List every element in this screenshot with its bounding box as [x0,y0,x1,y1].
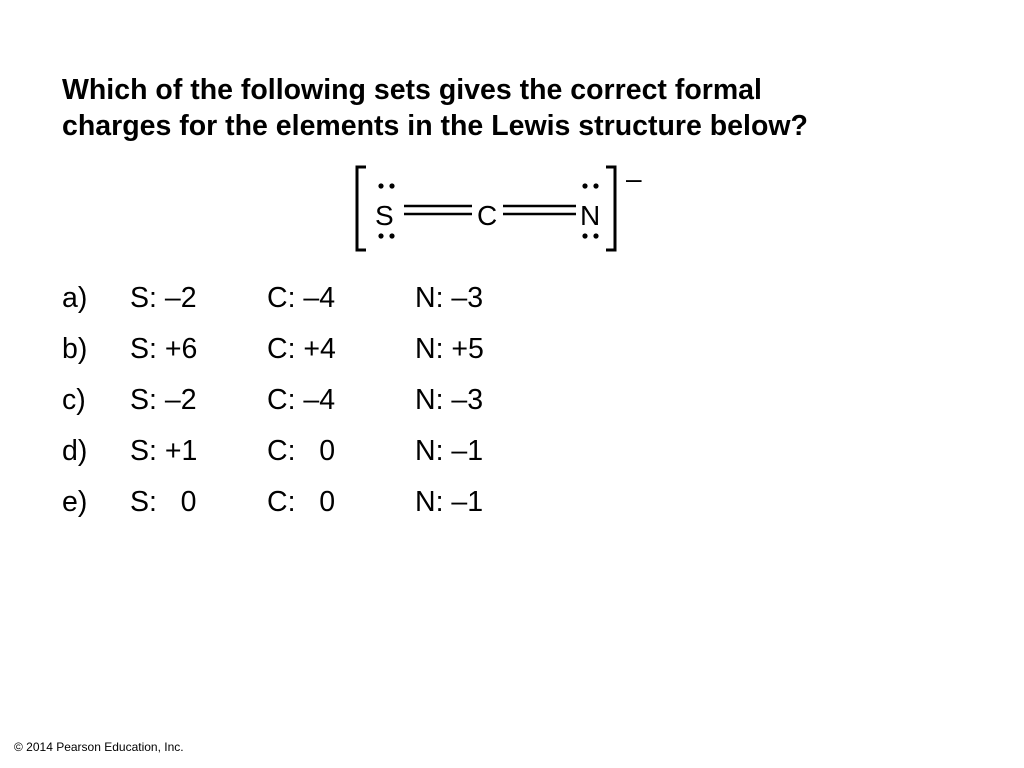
option-n-charge: N: –1 [415,435,484,467]
lone-pair-dot [378,183,383,188]
option-s-charge: S: 0 [130,486,197,518]
option-letter: d) [62,435,88,467]
option-n-charge: N: –1 [415,486,484,518]
right-bracket [606,167,615,250]
option-s-charge: S: –2 [130,282,197,314]
question-text [62,72,982,144]
option-n-charge: N: –3 [415,282,484,314]
question-line-1: Which of the following sets gives the correct formal [62,74,762,106]
lone-pair-dot [389,233,394,238]
option-c-charge: C: –4 [267,384,336,416]
option-s-charge: S: –2 [130,384,197,416]
option-s-charge: S: +6 [130,333,198,365]
option-s-charge: S: +1 [130,435,198,467]
lone-pair-dot [389,183,394,188]
option-letter: a) [62,282,88,314]
lone-pair-dot [378,233,383,238]
option-c-charge: C: +4 [267,333,336,365]
atom-n: N [580,200,601,231]
copyright-footer: © 2014 Pearson Education, Inc. [14,740,184,754]
option-letter: e) [62,486,88,518]
atom-c: C [477,200,498,231]
option-n-charge: N: –3 [415,384,484,416]
lone-pair-dot [582,183,587,188]
option-n-charge: N: +5 [415,333,484,365]
question-line-2: charges for the elements in the Lewis structure below? [62,110,808,142]
option-c-charge: C: –4 [267,282,336,314]
option-c-charge: C: 0 [267,486,336,518]
atom-s: S [375,200,394,231]
option-letter: b) [62,333,88,365]
lone-pair-dot [593,183,598,188]
lone-pair-dot [582,233,587,238]
left-bracket [357,167,366,250]
option-c-charge: C: 0 [267,435,336,467]
ion-charge: – [626,163,642,194]
lone-pair-dot [593,233,598,238]
option-letter: c) [62,384,86,416]
